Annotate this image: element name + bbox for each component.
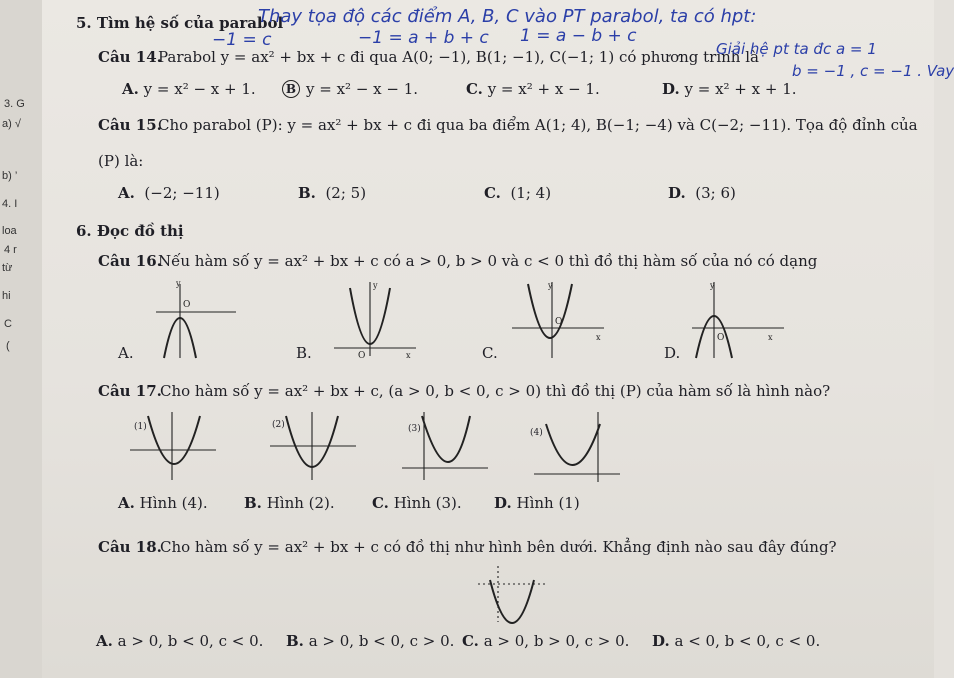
q14-option-a: A. y = x² − x + 1.: [122, 80, 256, 98]
q14-option-b-circled: B: [282, 80, 300, 98]
q17-option-a: A. Hình (4).: [118, 494, 208, 512]
q18-graph: [476, 562, 556, 624]
svg-text:x: x: [596, 333, 601, 342]
q16-option-b: B.: [296, 344, 312, 362]
section-6-title: 6. Đọc đồ thị: [76, 222, 184, 240]
svg-text:x: x: [406, 351, 411, 360]
svg-text:x: x: [768, 333, 773, 342]
q17-text: Cho hàm số y = ax² + bx + c, (a > 0, b < 0, c > 0) thì đồ thị (P) của hàm số là hình nào?: [160, 382, 831, 400]
handwritten-note-2: Giải hệ pt ta đc a = 1: [716, 40, 877, 58]
margin-fragment: a) √: [2, 118, 21, 130]
q15-text-continued: (P) là:: [98, 152, 144, 170]
q18-option-d: D. a < 0, b < 0, c < 0.: [652, 632, 821, 650]
margin-fragment: 3. G: [4, 98, 25, 110]
margin-fragment: (: [6, 340, 10, 352]
q17-figure-3-label: (3): [408, 424, 421, 434]
margin-fragment: loa: [2, 225, 17, 237]
svg-text:y: y: [373, 281, 378, 290]
q15-option-c: C. (1; 4): [484, 184, 552, 202]
q14-option-b: y = x² − x − 1.: [306, 80, 419, 98]
q17-option-b: B. Hình (2).: [244, 494, 335, 512]
q18-option-a: A. a > 0, b < 0, c < 0.: [96, 632, 264, 650]
svg-text:O: O: [183, 300, 191, 310]
margin-fragment: 4 r: [4, 244, 17, 256]
q16-graph-b: [330, 280, 420, 360]
q17-option-c: C. Hình (3).: [372, 494, 462, 512]
section-5-title: 5. Tìm hệ số của parabol: [76, 14, 284, 32]
handwritten-eq-3: 1 = a − b + c: [520, 26, 637, 46]
svg-text:O: O: [358, 351, 366, 361]
q15-text: Cho parabol (P): y = ax² + bx + c đi qua ba điểm A(1; 4), B(−1; −4) và C(−2; −11). Tọa độ đỉnh của: [158, 116, 918, 134]
q15-option-b: B. (2; 5): [298, 184, 367, 202]
q16-text: Nếu hàm số y = ax² + bx + c có a > 0, b > 0 và c < 0 thì đồ thị hàm số của nó có dạng: [158, 252, 818, 270]
handwritten-eq-2: −1 = a + b + c: [358, 28, 489, 48]
handwritten-eq-1: −1 = c: [212, 30, 272, 50]
margin-fragment: b) ’: [2, 170, 18, 182]
q16-label: Câu 16.: [98, 252, 162, 270]
margin-fragment: hi: [2, 290, 11, 302]
margin-fragment: từ: [2, 262, 13, 274]
q16-option-d: D.: [664, 344, 681, 362]
q15-label: Câu 15.: [98, 116, 162, 134]
q14-label: Câu 14.: [98, 48, 162, 66]
q18-text: Cho hàm số y = ax² + bx + c có đồ thị như hình bên dưới. Khẳng định nào sau đây đúng?: [160, 538, 837, 556]
q14-text: Parabol y = ax² + bx + c đi qua A(0; −1), B(1; −1), C(−1; 1) có phương trình là: [158, 48, 759, 66]
q17-option-d: D. Hình (1): [494, 494, 580, 512]
svg-text:y: y: [548, 281, 553, 290]
q17-figure-1: [128, 408, 218, 483]
q17-figure-2-label: (2): [272, 420, 285, 430]
q17-label: Câu 17.: [98, 382, 162, 400]
svg-text:O: O: [717, 333, 725, 343]
margin-fragment: 4. I: [2, 198, 18, 210]
q15-option-a: A. (−2; −11): [118, 184, 220, 202]
q17-figure-4: [532, 408, 622, 483]
q14-option-c: C. y = x² + x − 1.: [466, 80, 600, 98]
q17-figure-3: [400, 408, 490, 483]
handwritten-note-3: b = −1 , c = −1 . Vay: [792, 62, 954, 80]
q18-option-b: B. a > 0, b < 0, c > 0.: [286, 632, 455, 650]
q14-option-d: D. y = x² + x + 1.: [662, 80, 797, 98]
svg-text:O: O: [555, 317, 563, 327]
q15-option-d: D. (3; 6): [668, 184, 736, 202]
q16-graph-d: [688, 280, 788, 360]
q16-graph-c: [508, 280, 608, 360]
svg-text:y: y: [710, 281, 715, 290]
q17-figure-1-label: (1): [134, 422, 147, 432]
handwritten-note-1: Thay tọa độ các điểm A, B, C vào PT parabol, ta có hpt:: [258, 6, 757, 27]
q16-option-c: C.: [482, 344, 498, 362]
q17-figure-4-label: (4): [530, 428, 543, 438]
q18-label: Câu 18.: [98, 538, 162, 556]
q16-option-a: A.: [118, 344, 134, 362]
margin-fragment: C: [4, 318, 12, 330]
svg-text:y: y: [176, 279, 181, 288]
q18-option-c: C. a > 0, b > 0, c > 0.: [462, 632, 630, 650]
q16-graph-a: [150, 280, 240, 360]
